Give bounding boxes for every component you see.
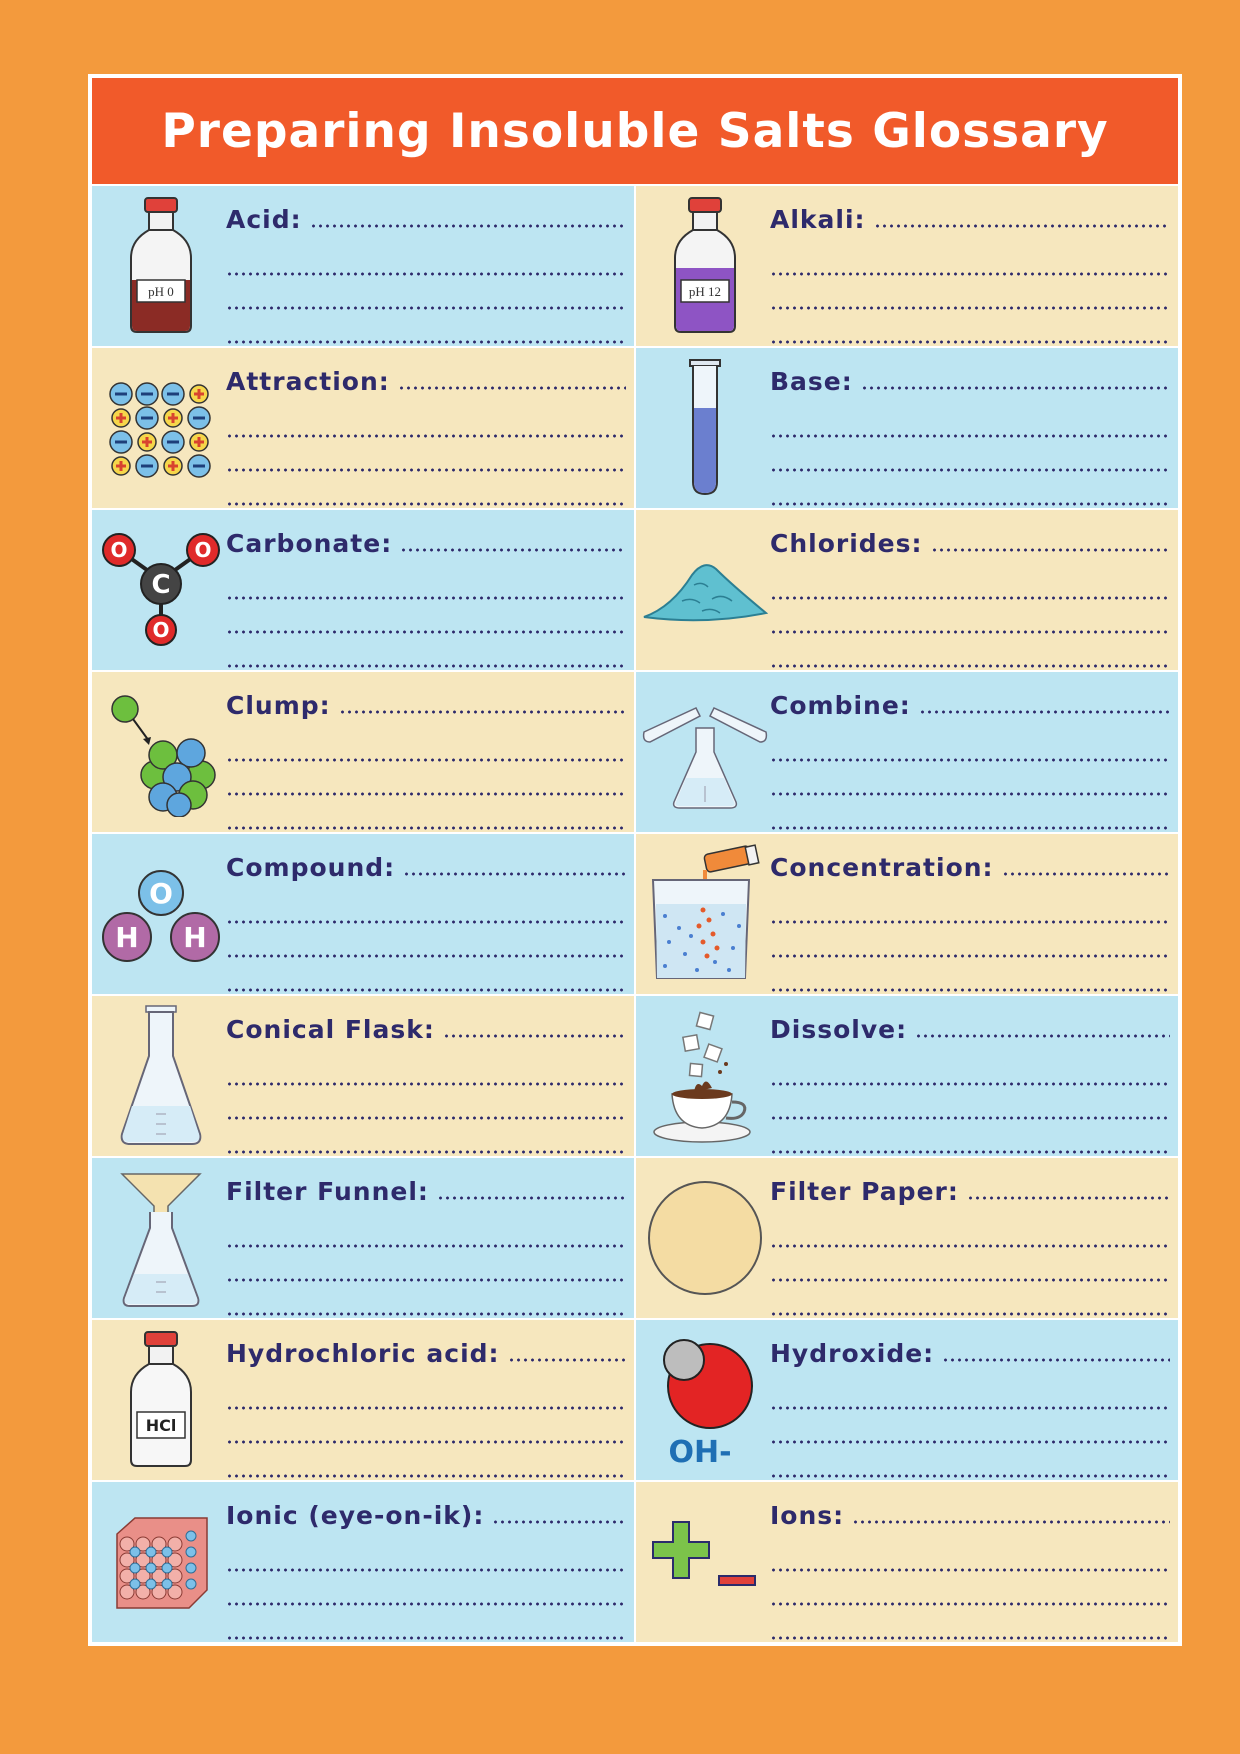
ion-lattice-icon [96,354,226,502]
definition-line [770,826,1170,830]
glossary-entry-carbonate [92,510,634,670]
term-acid: Acid: [226,205,302,234]
definition-line [919,710,1170,714]
definition-line [770,1406,1170,1410]
definition-line [226,306,626,310]
hydroxide-label: OH- [668,1435,732,1470]
carbon-label: C [151,570,171,600]
glossary-entry-alkali [636,186,1178,346]
glossary-entry-acid [92,186,634,346]
oxygen-label: O [194,538,212,562]
hcl-bottle-label: HCl [145,1416,177,1435]
definition-line [226,792,626,796]
definition-line [226,340,626,344]
definition-line [403,872,626,876]
definition-line [770,1636,1170,1640]
definition-line [437,1196,626,1200]
hcl-bottle-icon [96,1326,226,1474]
definition-line [770,1082,1170,1086]
definition-line [770,1116,1170,1120]
combining-tubes-icon [640,678,770,826]
definition-line [770,1312,1170,1316]
term-base: Base: [770,367,853,396]
definition-line [770,792,1170,796]
definition-line [770,1278,1170,1282]
salt-pile-icon [640,516,770,664]
glossary-entry-ionic [92,1482,634,1642]
atom-cluster-icon [96,678,226,826]
definition-line [226,1568,626,1572]
definition-line [226,1244,626,1248]
glossary-sheet [88,74,1182,1646]
definition-line [915,1034,1170,1038]
definition-line [226,1116,626,1120]
definition-line [226,826,626,830]
definition-line [226,468,626,472]
term-clump: Clump: [226,691,331,720]
definition-line [508,1358,626,1362]
glossary-entry-hydrochloric-acid [92,1320,634,1480]
term-alkali: Alkali: [770,205,866,234]
definition-line [226,596,626,600]
term-compound: Compound: [226,853,396,882]
definition-line [770,1244,1170,1248]
definition-line [770,1150,1170,1154]
definition-line [770,1474,1170,1478]
glossary-grid [92,186,1178,1642]
definition-line [770,920,1170,924]
definition-line [770,340,1170,344]
beaker-pouring-icon [640,840,770,988]
definition-line [226,920,626,924]
definition-line [770,954,1170,958]
definition-line [226,1150,626,1154]
acid-bottle-label: pH 0 [148,284,174,299]
title-bar [92,78,1178,184]
glossary-entry-filter-funnel [92,1158,634,1318]
definition-line [770,468,1170,472]
definition-line [226,664,626,668]
glossary-entry-clump [92,672,634,832]
alkali-bottle-label: pH 12 [688,284,722,299]
hydrogen-label: H [183,921,207,954]
glossary-entry-conical-flask [92,996,634,1156]
definition-line [852,1520,1170,1524]
definition-line [226,1636,626,1640]
acid-bottle-icon [96,192,226,340]
alkali-bottle-icon [640,192,770,340]
definition-line [770,596,1170,600]
definition-line [492,1520,626,1524]
definition-line [770,502,1170,506]
definition-line [226,272,626,276]
term-ionic: Ionic (eye-on-ik): [226,1501,485,1530]
definition-line [931,548,1170,552]
definition-line [770,434,1170,438]
definition-line [226,1312,626,1316]
term-ions: Ions: [770,1501,845,1530]
definition-line [226,1440,626,1444]
glossary-entry-chlorides [636,510,1178,670]
oxygen-label: O [152,618,170,642]
definition-line [310,224,626,228]
glossary-entry-concentration [636,834,1178,994]
definition-line [226,954,626,958]
definition-line [226,630,626,634]
glossary-entry-dissolve [636,996,1178,1156]
term-filter-paper: Filter Paper: [770,1177,959,1206]
glossary-entry-ions [636,1482,1178,1642]
term-hydroxide: Hydroxide: [770,1339,935,1368]
glossary-entry-hydroxide [636,1320,1178,1480]
ionic-lattice-cube-icon [96,1488,226,1636]
definition-line [770,664,1170,668]
definition-line [967,1196,1170,1200]
test-tube-icon [640,354,770,502]
glossary-entry-attraction [92,348,634,508]
definition-line [770,988,1170,992]
definition-line [226,502,626,506]
definition-line [770,272,1170,276]
definition-line [770,1440,1170,1444]
term-concentration: Concentration: [770,853,994,882]
term-attraction: Attraction: [226,367,390,396]
definition-line [226,758,626,762]
hydrogen-label: H [115,921,139,954]
term-combine: Combine: [770,691,911,720]
definition-line [226,1474,626,1478]
definition-line [770,758,1170,762]
glossary-entry-combine [636,672,1178,832]
filter-funnel-icon [96,1164,226,1312]
term-dissolve: Dissolve: [770,1015,908,1044]
definition-line [400,548,626,552]
page-title: Preparing Insoluble Salts Glossary [161,103,1109,159]
filter-paper-icon [640,1164,770,1312]
definition-line [226,1406,626,1410]
carbonate-molecule-icon [96,516,226,664]
definition-line [443,1034,626,1038]
plus-minus-icon [640,1488,770,1636]
definition-line [770,1568,1170,1572]
term-hydrochloric-acid: Hydrochloric acid: [226,1339,500,1368]
definition-line [339,710,626,714]
sugar-coffee-cup-icon [640,1002,770,1150]
term-chlorides: Chlorides: [770,529,923,558]
definition-line [226,1082,626,1086]
oxygen-label: O [110,538,128,562]
definition-line [226,1602,626,1606]
term-filter-funnel: Filter Funnel: [226,1177,429,1206]
definition-line [770,630,1170,634]
term-conical-flask: Conical Flask: [226,1015,435,1044]
conical-flask-icon [96,1002,226,1150]
definition-line [226,1278,626,1282]
definition-line [770,1602,1170,1606]
definition-line [861,386,1170,390]
hydroxide-ion-icon [640,1326,770,1474]
definition-line [398,386,626,390]
definition-line [226,988,626,992]
definition-line [942,1358,1170,1362]
definition-line [874,224,1170,228]
glossary-entry-compound [92,834,634,994]
definition-line [1002,872,1170,876]
oxygen-label: O [149,877,173,910]
glossary-entry-base [636,348,1178,508]
glossary-entry-filter-paper [636,1158,1178,1318]
water-molecule-icon [96,840,226,988]
term-carbonate: Carbonate: [226,529,393,558]
definition-line [770,306,1170,310]
definition-line [226,434,626,438]
